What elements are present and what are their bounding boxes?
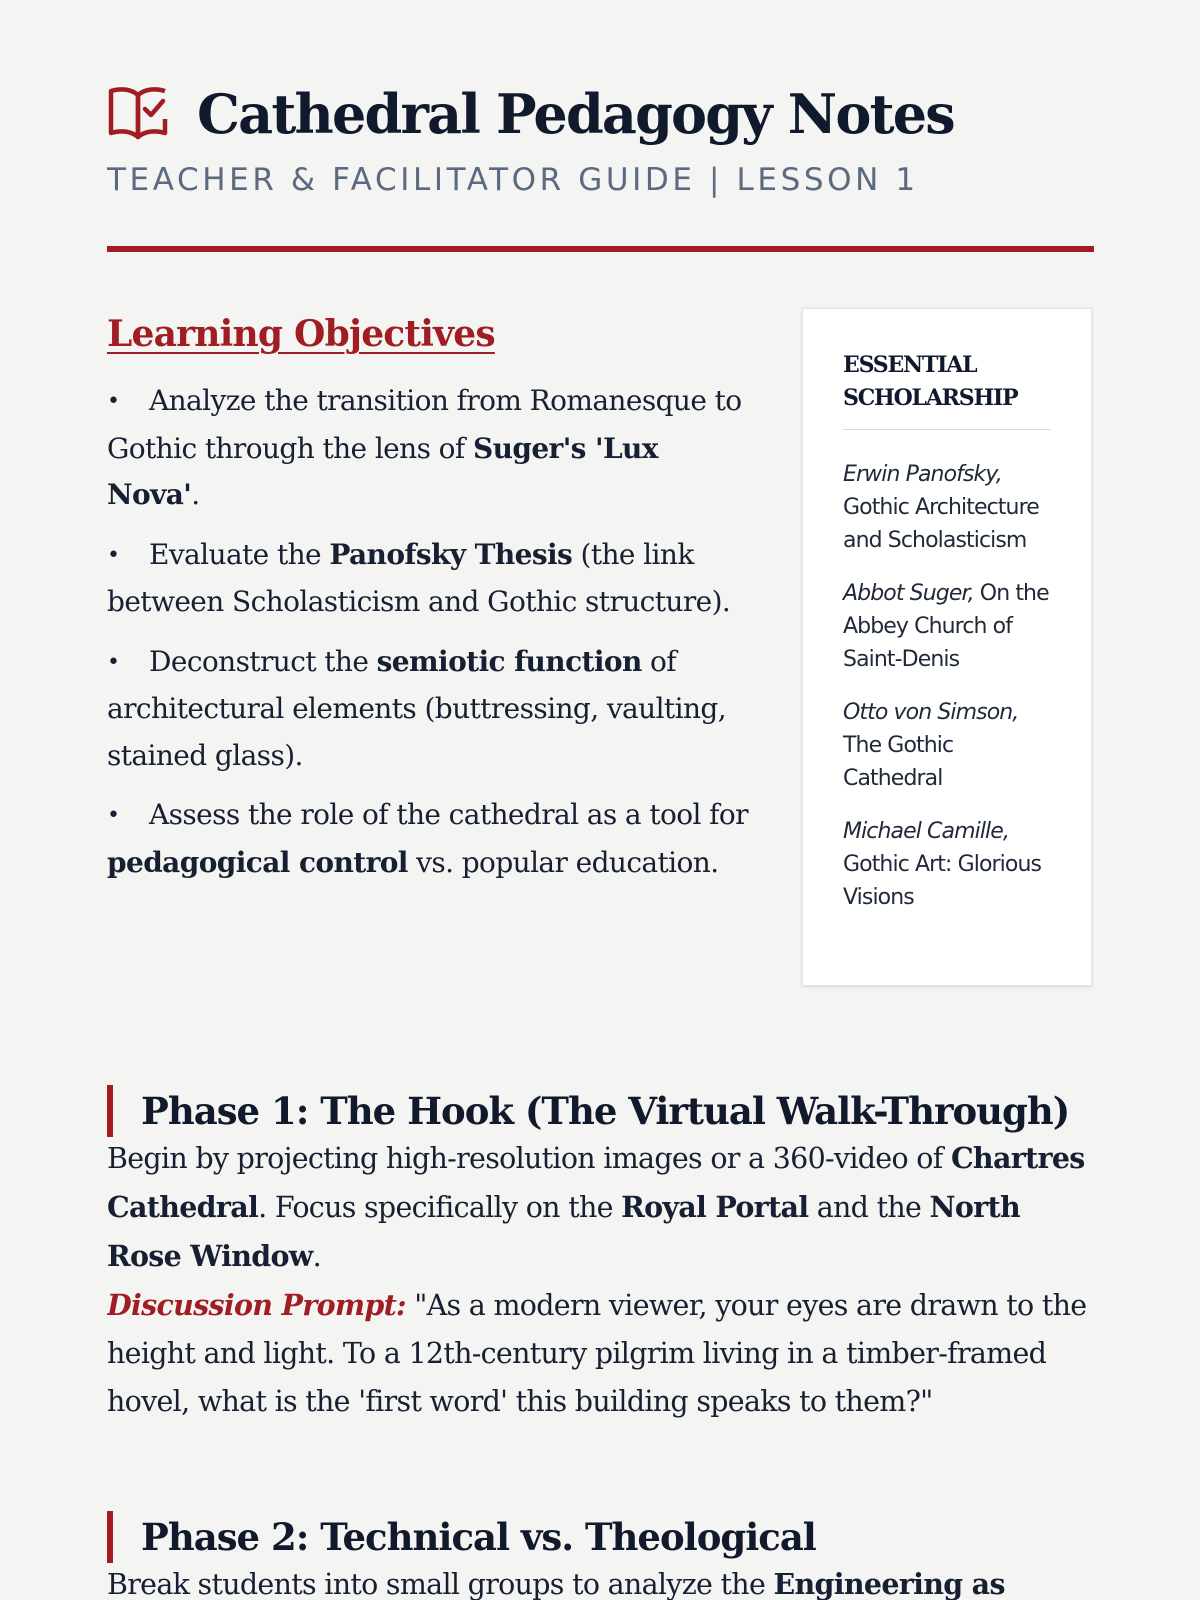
phase-text: . bbox=[312, 1240, 321, 1273]
objectives-heading: Learning Objectives bbox=[107, 313, 495, 355]
book-check-icon bbox=[107, 85, 169, 143]
bullet-icon: • bbox=[107, 389, 120, 414]
objective-text: Assess the role of the cathedral as a tool for bbox=[149, 798, 748, 831]
objective-item bbox=[107, 532, 757, 626]
scholarship-sidebar bbox=[802, 308, 1092, 986]
phase-2-heading: Phase 2: Technical vs. Theological bbox=[107, 1511, 1094, 1563]
phase-emphasis: Chartres Cathedral bbox=[107, 1141, 1085, 1224]
objective-text: . bbox=[191, 478, 200, 511]
objective-emphasis: Panofsky Thesis bbox=[329, 537, 573, 571]
reference-work: Gothic Art: Glorious Visions bbox=[843, 852, 1042, 910]
reference-item bbox=[843, 458, 1051, 557]
reference-work: Gothic Architecture and Scholasticism bbox=[843, 495, 1039, 553]
title-row bbox=[107, 78, 1094, 150]
phase-1-heading: Phase 1: The Hook (The Virtual Walk-Through) bbox=[107, 1085, 1094, 1137]
header-divider bbox=[107, 246, 1094, 252]
objective-text: (the link between Scholasticism and Gothic structure). bbox=[107, 537, 731, 618]
reference-item bbox=[843, 696, 1051, 795]
reference-list bbox=[843, 458, 1051, 914]
objective-text: Deconstruct the bbox=[149, 644, 377, 678]
phase-text: Begin by projecting high-resolution images or a 360-video of bbox=[107, 1142, 951, 1175]
learning-objectives bbox=[107, 312, 757, 899]
bullet-icon: • bbox=[107, 649, 120, 675]
phase-emphasis: North Rose Window bbox=[107, 1190, 1020, 1273]
reference-work: The Gothic Cathedral bbox=[843, 733, 954, 791]
objective-item bbox=[107, 639, 757, 780]
reference-author: Erwin Panofsky, bbox=[843, 462, 1002, 487]
reference-author: Michael Camille, bbox=[843, 819, 1009, 844]
objective-item bbox=[107, 792, 757, 886]
phase-text: . Focus specifically on the bbox=[258, 1191, 622, 1224]
phase-emphasis: Engineering as bbox=[773, 1567, 1005, 1600]
objective-text: vs. popular education. bbox=[407, 845, 719, 879]
objective-text: of architectural elements (buttressing, vaulting, stained glass). bbox=[107, 644, 726, 772]
objectives-list bbox=[107, 378, 757, 886]
objective-text: Analyze the transition from Romanesque to Gothic through the lens of bbox=[107, 384, 742, 465]
reference-item bbox=[843, 815, 1051, 914]
page-header bbox=[107, 78, 1094, 198]
reference-author: Abbot Suger, bbox=[843, 581, 974, 606]
phase-text: Break students into small groups to analyze the bbox=[107, 1568, 774, 1600]
objective-emphasis: semiotic function bbox=[376, 644, 642, 678]
phase-1-body bbox=[107, 1134, 1094, 1426]
phase-2-body bbox=[107, 1560, 1094, 1600]
bullet-icon: • bbox=[107, 803, 120, 828]
reference-item bbox=[843, 577, 1051, 676]
page-title: Cathedral Pedagogy Notes bbox=[197, 82, 954, 146]
objective-item bbox=[107, 378, 757, 519]
reference-work: On the Abbey Church of Saint-Denis bbox=[843, 581, 1049, 672]
bullet-icon: • bbox=[107, 542, 120, 568]
sidebar-title: ESSENTIAL SCHOLARSHIP bbox=[843, 349, 1051, 430]
objective-text: Evaluate the bbox=[149, 537, 330, 571]
page-subtitle: TEACHER & FACILITATOR GUIDE | LESSON 1 bbox=[107, 162, 919, 198]
document-page bbox=[107, 0, 1094, 1600]
reference-author: Otto von Simson, bbox=[843, 700, 1019, 725]
objective-emphasis: pedagogical control bbox=[107, 845, 408, 879]
discussion-prompt-label: Discussion Prompt: bbox=[107, 1288, 406, 1322]
objective-emphasis: Suger's 'Lux Nova' bbox=[107, 431, 658, 511]
discussion-prompt-text: "As a modern viewer, your eyes are drawn to the height and light. To a 12th-century pilgrim living in a timber-framed hovel, what is the 'first word' this building speaks to them?" bbox=[107, 1289, 1087, 1418]
phase-emphasis: Royal Portal bbox=[621, 1190, 809, 1224]
phase-text: and the bbox=[808, 1191, 930, 1224]
